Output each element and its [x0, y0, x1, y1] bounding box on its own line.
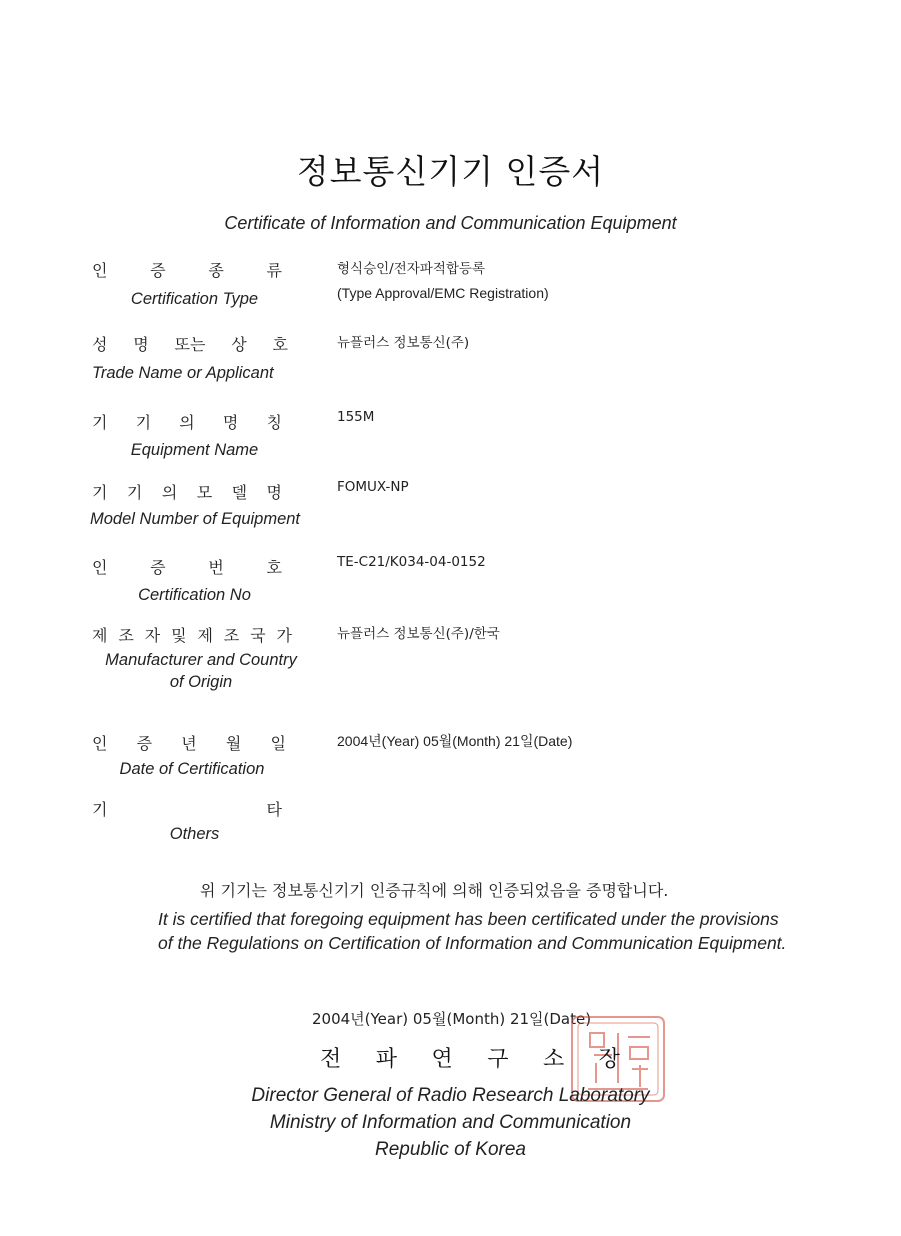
- label-char: 류: [266, 261, 282, 280]
- field-label-ko: [92, 410, 282, 433]
- label-char: 증: [150, 261, 166, 280]
- label-char: 호: [266, 558, 282, 577]
- director-char: 장: [598, 1047, 620, 1072]
- field-label-en-line1: Manufacturer and Country: [105, 651, 297, 669]
- field-label-en: Date of Certification: [119, 760, 265, 778]
- field-label-en: Trade Name or Applicant: [92, 364, 274, 382]
- director-char: 소: [542, 1047, 565, 1072]
- label-char: 또는: [174, 335, 206, 354]
- label-char: 월: [225, 734, 242, 753]
- label-char: 성: [92, 335, 108, 354]
- director-char: 파: [375, 1047, 397, 1072]
- field-label-en-line2: of Origin: [169, 673, 233, 691]
- label-char: 종: [208, 261, 224, 280]
- field-label-en: Equipment Name: [130, 441, 259, 459]
- label-char: 조: [223, 626, 240, 645]
- field-label-ko: [92, 480, 282, 503]
- statement-english: It is certified that foregoing equipment has been certificated under the provisions of the Regulations on Certification of Information and Communication Equipment.: [158, 909, 787, 953]
- certificate-title: 정보통신기기 인증서: [296, 152, 605, 191]
- ministry-name: Ministry of Information and Communication: [269, 1112, 632, 1133]
- label-char: 기: [92, 483, 108, 502]
- label-char: 모: [196, 483, 213, 502]
- equipment-name-value: 155M: [337, 409, 375, 425]
- label-char: 증: [150, 558, 166, 577]
- field-label-ko: [92, 258, 282, 281]
- label-char: 기: [135, 413, 152, 432]
- director-title-en: Director General of Radio Research Laboratory: [251, 1085, 650, 1106]
- label-char: 명: [222, 413, 239, 432]
- label-char: 기: [126, 483, 143, 502]
- label-char: 제: [92, 626, 108, 645]
- label-char: 및: [171, 626, 187, 645]
- label-char: 델: [231, 483, 248, 502]
- director-char: 구: [487, 1047, 509, 1072]
- field-label-ko: [92, 623, 292, 646]
- manufacturer-value: 뉴플러스 정보통신(주)/한국: [337, 626, 500, 642]
- label-char: 호: [272, 335, 288, 354]
- field-label-ko: [92, 332, 288, 355]
- label-char: 의: [161, 483, 178, 502]
- certification-type-value-en: (Type Approval/EMC Registration): [337, 285, 549, 301]
- field-label-en: Certification No: [138, 586, 251, 604]
- label-char: 기: [92, 800, 108, 819]
- label-char: 인: [92, 734, 108, 753]
- certification-date-value: 2004년(Year) 05월(Month) 21일(Date): [337, 733, 573, 749]
- director-title-ko: [320, 1042, 620, 1073]
- label-char: 명: [266, 483, 282, 502]
- label-char: 조: [118, 626, 134, 645]
- label-char: 년: [181, 734, 197, 753]
- field-label-en: Model Number of Equipment: [90, 510, 301, 528]
- label-char: 타: [266, 800, 282, 819]
- label-char: 칭: [266, 413, 282, 432]
- country-name: Republic of Korea: [374, 1139, 527, 1160]
- field-label-en: Others: [169, 825, 220, 843]
- certification-no-value: TE-C21/K034-04-0152: [337, 554, 486, 570]
- label-char: 제: [197, 626, 213, 645]
- label-char: 인: [92, 261, 108, 280]
- label-char: 가: [276, 626, 292, 645]
- issue-date: 2004년(Year) 05월(Month) 21일(Date): [312, 1010, 592, 1028]
- director-char: 연: [431, 1047, 453, 1072]
- label-char: 명: [133, 335, 149, 354]
- certificate-subtitle: Certificate of Information and Communication Equipment: [224, 213, 677, 233]
- model-number-value: FOMUX-NP: [337, 479, 409, 495]
- label-char: 자: [144, 626, 161, 645]
- label-char: 기: [92, 413, 108, 432]
- field-label-ko: [92, 731, 286, 754]
- trade-name-value: 뉴플러스 정보통신(주): [337, 335, 470, 351]
- field-label-ko: [92, 555, 282, 578]
- label-char: 의: [179, 413, 195, 432]
- label-char: 인: [92, 558, 108, 577]
- director-char: 전: [320, 1047, 342, 1072]
- field-label-en: Certification Type: [130, 290, 259, 308]
- certification-type-value: 형식승인/전자파적합등록: [337, 261, 485, 277]
- label-char: 국: [250, 626, 266, 645]
- label-char: 번: [208, 558, 224, 577]
- label-char: 상: [231, 335, 247, 354]
- label-char: 일: [270, 734, 286, 753]
- label-char: 증: [136, 734, 153, 753]
- field-label-ko: [92, 797, 282, 820]
- statement-korean: 위 기기는 정보통신기기 인증규칙에 의해 인증되었음을 증명합니다.: [200, 881, 669, 900]
